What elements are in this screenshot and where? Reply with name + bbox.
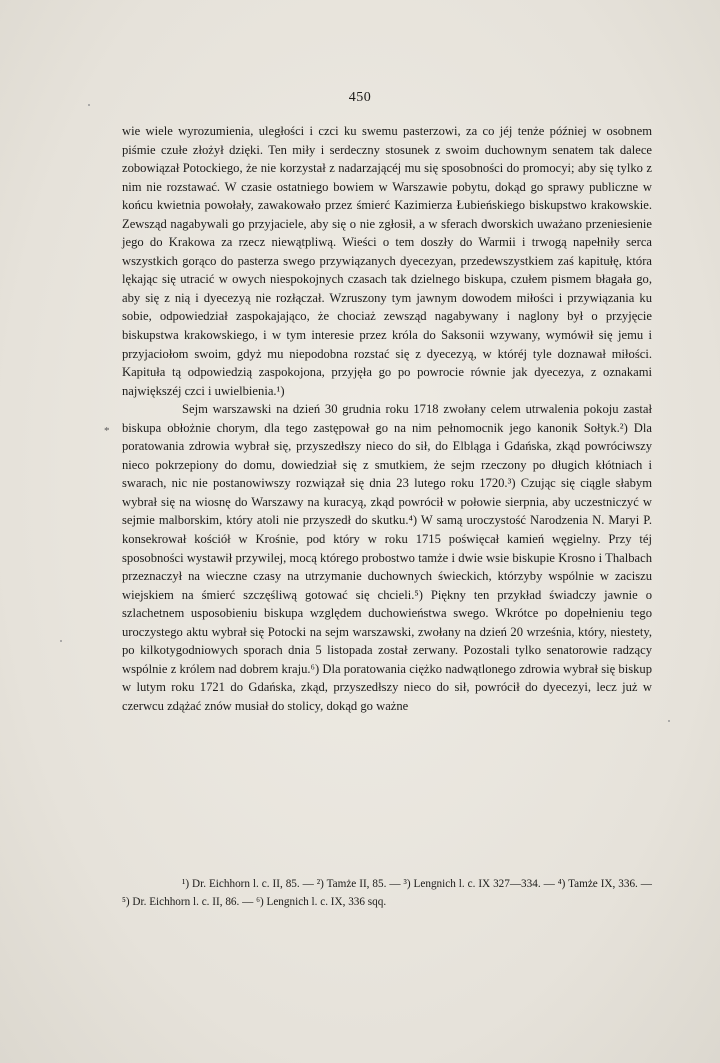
margin-mark: *: [104, 425, 110, 437]
main-text: [122, 122, 652, 716]
paragraph-1: wie wiele wyrozumienia, uległości i czci ku swemu pasterzowi, za co jéj tenże później w osobnem piśmie czułe złożył dzięki. Ten miły i serdeczny stosunek z swoim duchownym senatem tak dalece zobowiązał Potockiego, że nie korzystał z nadarzającéj mu się sposobności do promocyi; aby się tylko z nim nie rozstawać. W czasie ostatniego bowiem w Warszawie pobytu, dokąd go sprawy publiczne w końcu kwietnia powołały, zawakowało przez śmierć Kazimierza Łubieńskiego biskupstwo krakowskie. Zewsząd nagabywali go przyjaciele, aby się o nie zgłosił, a w sferach dworskich uważano przeniesienie jego do Krakowa za rzecz niewątpliwą. Wieści o tem doszły do Warmii i trwogą napełniły serca wszystkich gorąco do pasterza swego przywiązanych dyecezyan, przedewszystkiem zaś kapitułę, która lękając się utracić w owych niespokojnych czasach tak dzielnego biskupa, czułem pismem błagała go, aby się z nią i dyecezyą nie rozłączał. Wzruszony tym jawnym dowodem miłości i przywiązania ku sobie, odpowiedział zaspokajająco, że chociaż zewsząd nagabywany i naglony był o przyjęcie biskupstwa krakowskiego, i w tym interesie przez króla do Saksonii wzywany, wymówił się jemu i przyjaciołom swoim, gdyż mu niepodobna rozstać się z dyecezyą, w któréj tyle doznawał miłości. Kapituła tą odpowiedzią zaspokojona, przyjęła go po powrocie równie jak dyecezya, z oznakami największéj czci i uwielbienia.¹): [122, 124, 652, 398]
footnotes: [122, 876, 652, 911]
page-number: 450: [348, 90, 372, 105]
paragraph-2: Sejm warszawski na dzień 30 grudnia roku 1718 zwołany celem utrwalenia pokoju zastał biskupa obłożnie chorym, dla tego zastępował go na nim pełnomocnik jego kanonik Sołtyk.²) Dla poratowania zdrowia wybrał się, przyszedłszy nieco do sił, do Elbląga i Gdańska, zkąd powróciwszy nieco pokrzepiony do domu, dowiedział się z smutkiem, że sejm rzeczony po długich kłótniach i swarach, nic nie postanowiwszy rozwiązał się dnia 23 lutego roku 1720.³) Czując się ciągle słabym wybrał się na wiosnę do Warszawy na kuracyą, zkąd powrócił w połowie sierpnia, aby uczestniczyć w sejmie malborskim, który atoli nie przyszedł do skutku.⁴) W samą uroczystość Narodzenia N. Maryi P. konsekrował kościół w Krośnie, pod który w roku 1715 poświęcał kamień węgielny. Przy téj sposobności wystawił przywilej, mocą którego probostwo tamże i dwie wsie biskupie Krosno i Thalbach przeznaczył na wieczne czasy na utrzymanie duchownych świeckich, którzyby wspólnie w zaciszu wiejskiem na śmierć szczęśliwą gotować się chcieli.⁵) Piękny ten przykład świadczy jawnie o szlachetnem usposobieniu biskupa względem duchowieństwa swego. Wkrótce po dopełnieniu tego uroczystego aktu wybrał się Potocki na sejm warszawski, zwołany na dzień 20 września, który, niestety, po kilkotygodniowych sporach dnia 5 listopada został zerwany. Pozostali tylko senatorowie radzący wspólnie z królem nad dobrem kraju.⁶) Dla poratowania ciężko nadwątlonego zdrowia wybrał się biskup w lutym roku 1721 do Gdańska, zkąd, przyszedłszy nieco do sił, powrócił do dyecezyi, lecz już w czerwcu zdążać znów musiał do stolicy, dokąd go ważne: [122, 402, 652, 713]
footnotes-text: ¹) Dr. Eichhorn l. c. II, 85. — ²) Tamże II, 85. — ³) Lengnich l. c. IX 327—334. — ⁴) Tamże IX, 336. — ⁵) Dr. Eichhorn l. c. II, 86. — ⁶) Lengnich l. c. IX, 336 sqq.: [122, 878, 652, 908]
paper-speck: [60, 640, 62, 642]
paper-speck: [668, 720, 670, 722]
paper-speck: [88, 104, 90, 106]
